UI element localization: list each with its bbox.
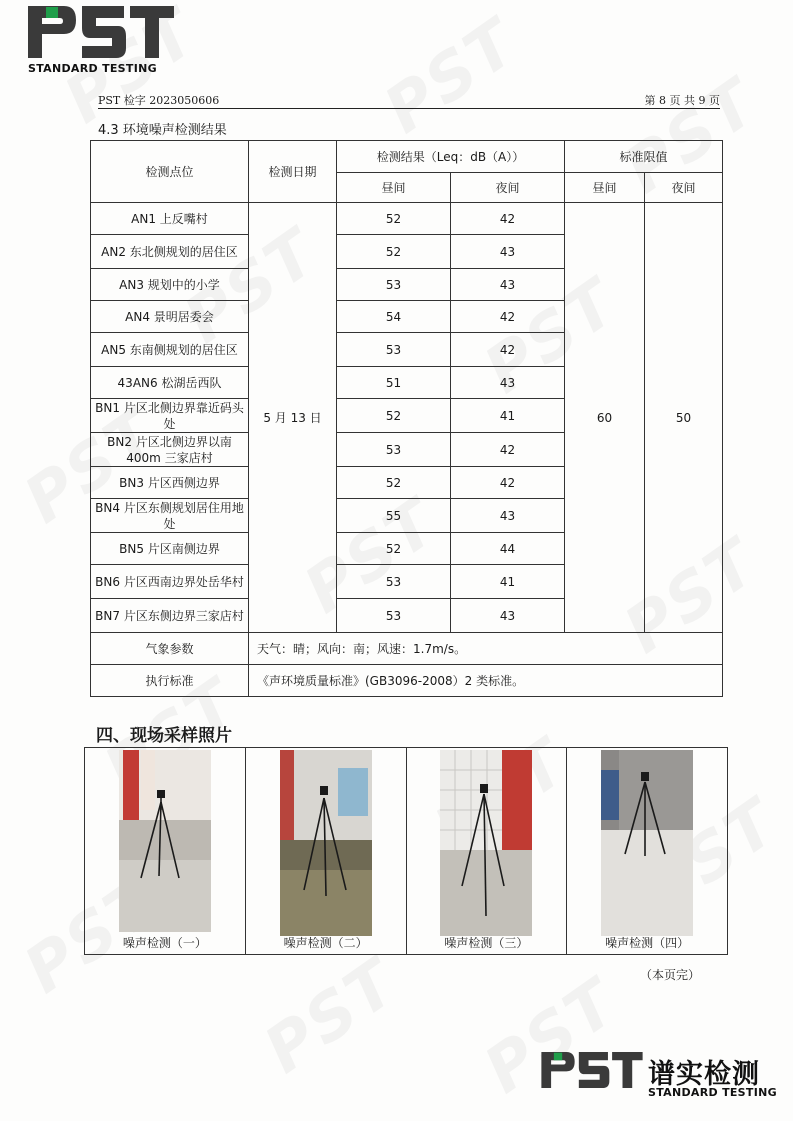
doc-number: PST 检字 2023050606 <box>98 94 220 107</box>
photo-caption-1: 噪声检测（一） <box>122 936 207 950</box>
col-header-site: 检测点位 <box>91 141 249 203</box>
day-value: 52 <box>337 467 451 499</box>
day-value: 53 <box>337 599 451 633</box>
site-cell: AN1 上反嘴村 <box>91 203 249 235</box>
photo-caption-2: 噪声检测（二） <box>283 936 368 950</box>
col-header-date: 检测日期 <box>249 141 337 203</box>
noise-meter-photo-3 <box>440 750 532 936</box>
night-value: 43 <box>451 499 565 533</box>
noise-meter-photo-1 <box>119 750 211 932</box>
day-value: 52 <box>337 399 451 433</box>
night-value: 44 <box>451 533 565 565</box>
col-header-result: 检测结果（Leq：dB（A）） <box>337 141 565 173</box>
col-header-result-day: 昼间 <box>337 173 451 203</box>
page-end-note: （本页完） <box>640 968 701 982</box>
site-cell: BN5 片区南侧边界 <box>91 533 249 565</box>
day-value: 51 <box>337 367 451 399</box>
photo-caption-3: 噪声检测（三） <box>444 936 529 950</box>
noise-results-table <box>90 140 723 697</box>
day-value: 52 <box>337 533 451 565</box>
standard-row <box>91 665 723 697</box>
limit-night-cell: 50 <box>645 203 723 633</box>
col-header-result-night: 夜间 <box>451 173 565 203</box>
night-value: 42 <box>451 433 565 467</box>
doc-header <box>98 91 720 109</box>
photo-grid <box>84 747 728 955</box>
section-title-4-3: 4.3 环境噪声检测结果 <box>98 123 227 138</box>
site-cell: BN6 片区西南边界处岳华村 <box>91 565 249 599</box>
site-cell: AN5 东南侧规划的居住区 <box>91 333 249 367</box>
day-value: 53 <box>337 565 451 599</box>
photo-caption-4: 噪声检测（四） <box>605 936 690 950</box>
pst-logo-icon <box>26 4 176 60</box>
brand-tagline-top: STANDARD TESTING <box>28 62 157 75</box>
site-cell: BN7 片区东侧边界三家店村 <box>91 599 249 633</box>
col-header-limit-night: 夜间 <box>645 173 723 203</box>
site-cell: BN2 片区北侧边界以南 400m 三家店村 <box>91 433 249 467</box>
site-cell: AN2 东北侧规划的居住区 <box>91 235 249 269</box>
table-row <box>91 203 723 235</box>
night-value: 42 <box>451 333 565 367</box>
brand-cn-name: 谱实检测 <box>648 1059 760 1090</box>
photo-cell-3 <box>407 748 568 954</box>
col-header-limit-day: 昼间 <box>565 173 645 203</box>
night-value: 43 <box>451 599 565 633</box>
day-value: 52 <box>337 203 451 235</box>
noise-meter-photo-2 <box>280 750 372 936</box>
brand-tagline-bottom: STANDARD TESTING <box>648 1086 777 1099</box>
night-value: 43 <box>451 269 565 301</box>
noise-meter-photo-4 <box>601 750 693 936</box>
standard-label: 执行标准 <box>91 665 249 697</box>
site-cell: BN3 片区西侧边界 <box>91 467 249 499</box>
date-cell: 5 月 13 日 <box>249 203 337 633</box>
night-value: 43 <box>451 235 565 269</box>
day-value: 53 <box>337 269 451 301</box>
pst-logo-icon <box>540 1050 644 1090</box>
site-cell: AN4 景明居委会 <box>91 301 249 333</box>
night-value: 42 <box>451 301 565 333</box>
brand-logo-top <box>26 4 186 74</box>
brand-logo-bottom <box>540 1050 780 1110</box>
site-cell: AN3 规划中的小学 <box>91 269 249 301</box>
section-title-4: 四、现场采样照片 <box>96 726 232 746</box>
night-value: 43 <box>451 367 565 399</box>
day-value: 53 <box>337 433 451 467</box>
weather-label: 气象参数 <box>91 633 249 665</box>
col-header-limit: 标准限值 <box>565 141 723 173</box>
site-cell: 43AN6 松湖岳西队 <box>91 367 249 399</box>
weather-value: 天气：晴；风向：南；风速：1.7m/s。 <box>249 633 723 665</box>
day-value: 52 <box>337 235 451 269</box>
page-info: 第 8 页 共 9 页 <box>644 94 720 107</box>
site-cell: BN1 片区北侧边界靠近码头处 <box>91 399 249 433</box>
night-value: 41 <box>451 399 565 433</box>
standard-value: 《声环境质量标准》(GB3096-2008）2 类标准。 <box>249 665 723 697</box>
site-cell: BN4 片区东侧规划居住用地处 <box>91 499 249 533</box>
night-value: 41 <box>451 565 565 599</box>
day-value: 53 <box>337 333 451 367</box>
night-value: 42 <box>451 203 565 235</box>
day-value: 54 <box>337 301 451 333</box>
photo-cell-2 <box>246 748 407 954</box>
night-value: 42 <box>451 467 565 499</box>
day-value: 55 <box>337 499 451 533</box>
weather-row <box>91 633 723 665</box>
photo-cell-1 <box>85 748 246 954</box>
photo-cell-4 <box>567 748 727 954</box>
limit-day-cell: 60 <box>565 203 645 633</box>
